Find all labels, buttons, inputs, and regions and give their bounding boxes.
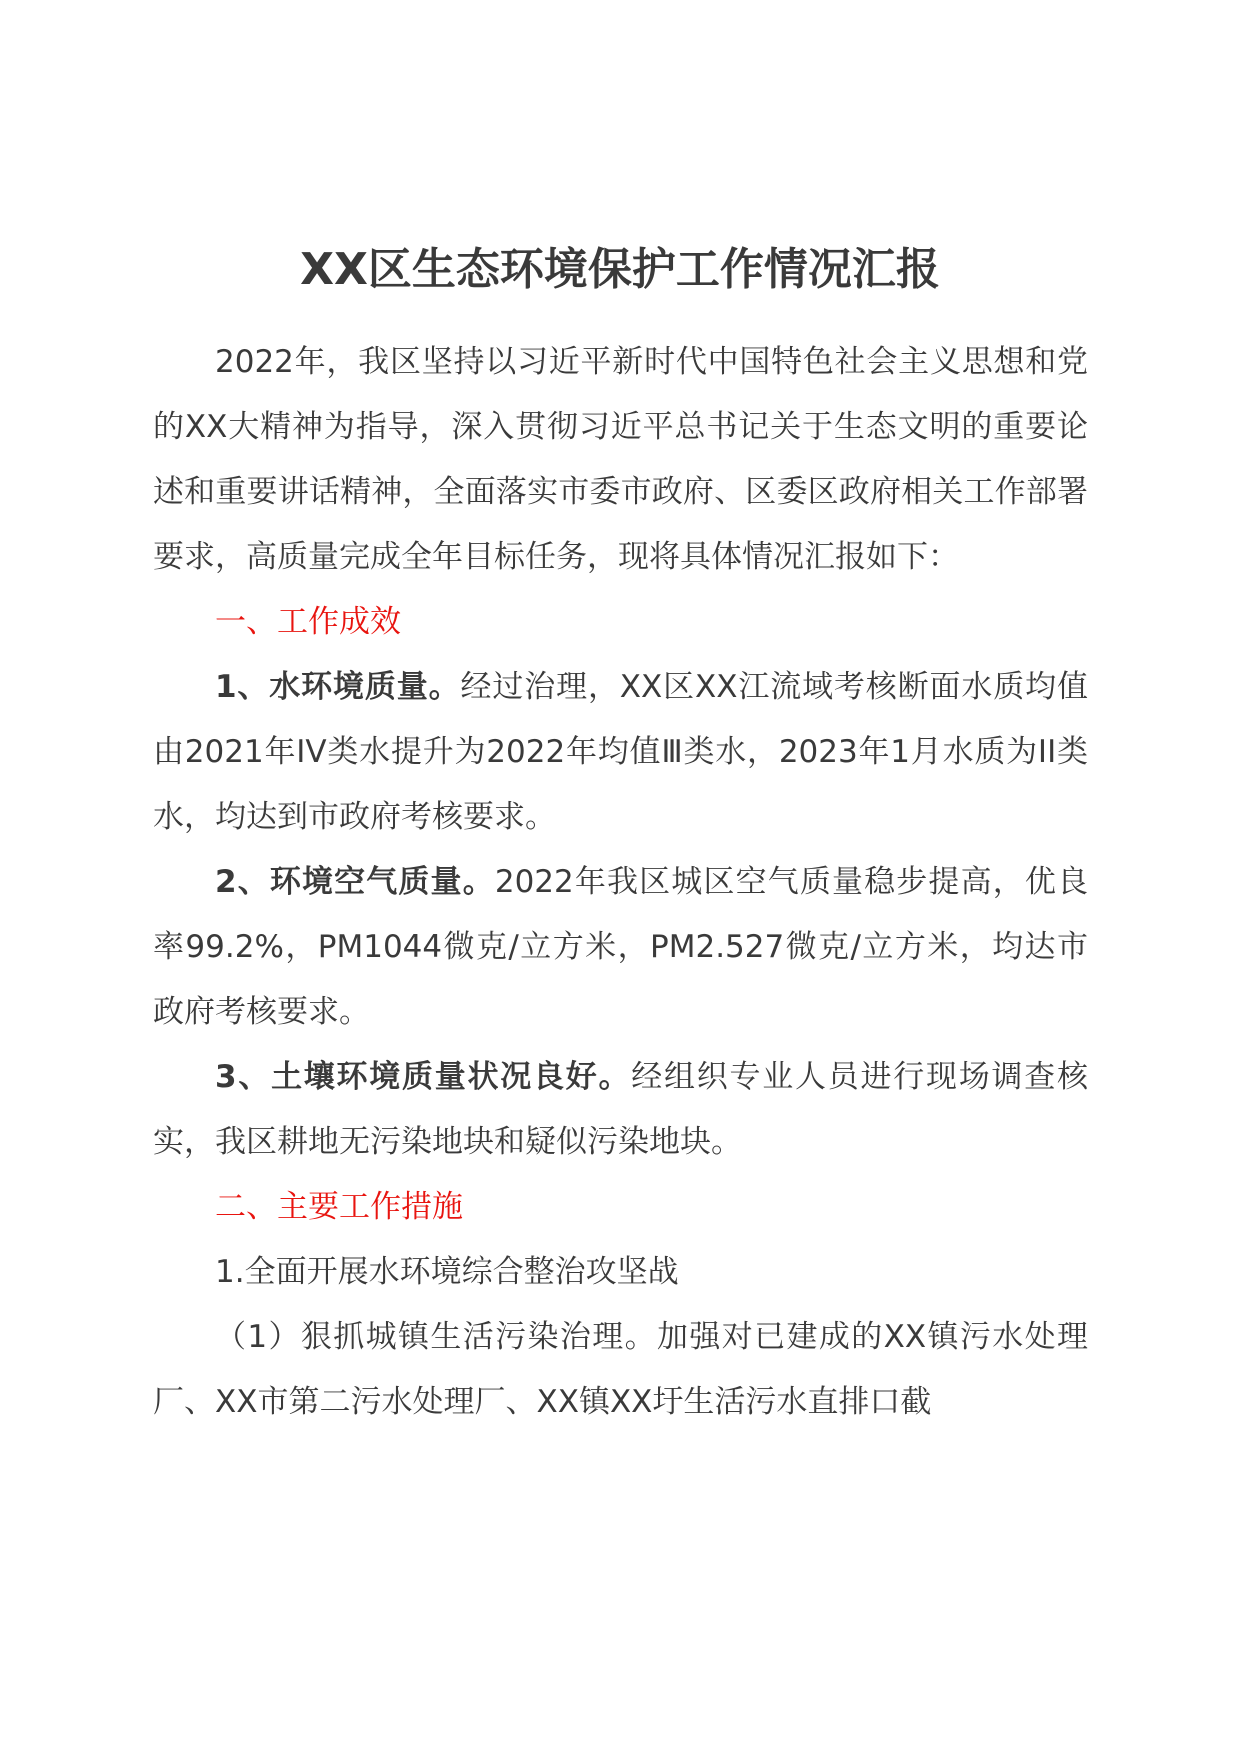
measures-paragraph: （1）狠抓城镇生活污染治理。加强对已建成的XX镇污水处理厂、XX市第二污水处理厂、XX镇XX圩生活污水直排口截 [153, 1319, 1088, 1420]
document-body [153, 330, 1088, 1435]
section-heading-measures: 二、主要工作措施 [215, 1189, 463, 1225]
achievement-item-text: 经过治理，XX区XX江流域考核断面水质均值由2021年IV类水提升为2022年均值Ⅲ类水，2023年1月水质为II类水，均达到市政府考核要求。 [153, 669, 1088, 835]
document-title: XX区生态环境保护工作情况汇报 [300, 244, 940, 295]
achievement-item-text: 2022年我区城区空气质量稳步提高，优良率99.2%，PM1044微克/立方米，PM2.527微克/立方米，均达市政府考核要求。 [153, 864, 1088, 1030]
measures-subheading: 1.全面开展水环境综合整治攻坚战 [215, 1254, 679, 1290]
section-heading-achievements: 一、工作成效 [215, 604, 401, 640]
intro-paragraph: 2022年，我区坚持以习近平新时代中国特色社会主义思想和党的XX大精神为指导，深入贯彻习近平总书记关于生态文明的重要论述和重要讲话精神，全面落实市委市政府、区委区政府相关工作部署要求，高质量完成全年目标任务，现将具体情况汇报如下： [153, 344, 1088, 575]
achievement-item-text: 经组织专业人员进行现场调查核实，我区耕地无污染地块和疑似污染地块。 [153, 1059, 1088, 1160]
achievement-item-lead: 3、土壤环境质量状况良好。 [215, 1059, 632, 1095]
achievement-item-lead: 2、环境空气质量。 [215, 864, 495, 900]
achievement-item-water [153, 655, 1088, 850]
achievement-item-air [153, 850, 1088, 1045]
achievement-item-soil [153, 1045, 1088, 1175]
achievement-item-lead: 1、水环境质量。 [215, 669, 461, 705]
